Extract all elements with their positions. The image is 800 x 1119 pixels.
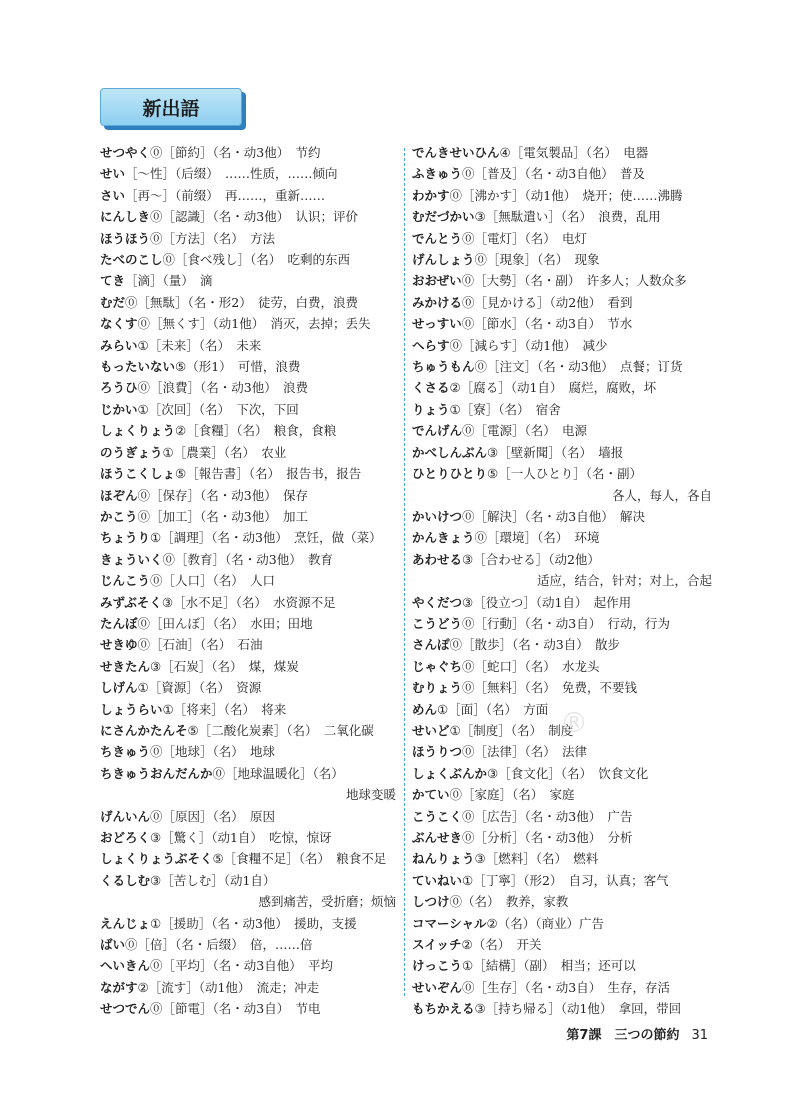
vocab-entry — [412, 142, 712, 163]
vocab-word: せつでん — [100, 1001, 151, 1017]
vocab-entry — [412, 335, 712, 356]
vocab-entry — [100, 163, 396, 184]
vocab-word: むだ — [100, 294, 126, 310]
vocab-word: わかす — [412, 187, 450, 203]
vocab-definition: ⓪［散歩］（名・动3自） 散步 — [449, 637, 620, 653]
vocab-definition: ⓪［解決］（名・动3自他） 解决 — [462, 508, 645, 524]
vocab-column-right — [412, 142, 712, 1020]
vocab-definition: ⓪［見かける］（动2他） 看到 — [462, 294, 633, 310]
vocab-word: ほうりつ — [412, 744, 463, 760]
vocab-word: おおぜい — [412, 273, 462, 289]
vocab-definition: ⓪［方法］（名） 方法 — [150, 230, 276, 246]
vocab-word: ひとりひとり — [412, 466, 488, 482]
vocab-entry — [412, 249, 712, 270]
vocab-entry — [100, 613, 396, 634]
vocab-entry — [100, 934, 396, 955]
vocab-definition: ①［将来］（名） 将来 — [162, 701, 287, 717]
vocab-entry — [100, 806, 396, 827]
vocab-word: へいきん — [100, 958, 151, 974]
vocab-entry — [412, 292, 712, 313]
vocab-definition: 地球变暖 — [345, 787, 396, 803]
vocab-entry-continuation — [100, 784, 396, 805]
vocab-entry — [100, 527, 396, 548]
vocab-entry — [412, 784, 712, 805]
vocab-word: もったいない — [100, 359, 176, 375]
vocab-word: ちゅうもん — [412, 359, 475, 375]
vocab-entry — [412, 463, 712, 484]
vocab-entry — [100, 870, 396, 891]
vocab-word: ろうひ — [100, 380, 138, 396]
vocab-word: みかける — [412, 294, 463, 310]
vocab-entry — [412, 955, 712, 976]
vocab-word: むりょう — [412, 680, 463, 696]
vocab-word: かべしんぶん — [412, 444, 488, 460]
vocab-definition: 适应，结合，针对；对上，合起 — [536, 573, 712, 589]
vocab-definition: ③［無駄遣い］（名） 浪费，乱用 — [474, 209, 661, 225]
vocab-definition: ⑤［食糧不足］（名） 粮食不足 — [212, 851, 387, 867]
vocab-entry — [412, 656, 712, 677]
vocab-definition: ［～性］（后缀） ……性质，……倾向 — [125, 166, 338, 182]
vocab-word: こうこく — [412, 808, 463, 824]
vocab-definition: ⓪［減らす］（动1他） 减少 — [449, 337, 608, 353]
vocab-entry — [100, 185, 396, 206]
vocab-entry — [412, 163, 712, 184]
vocab-word: りょう — [412, 401, 450, 417]
vocab-word: かこう — [100, 508, 138, 524]
vocab-definition: ③［役立つ］（动1自） 起作用 — [462, 594, 632, 610]
vocab-word: しょくりょう — [100, 423, 176, 439]
vocab-entry — [100, 741, 396, 762]
vocab-entry — [412, 420, 712, 441]
vocab-definition: ⓪［地球］（名） 地球 — [150, 744, 276, 760]
vocab-definition: ③［苦しむ］（动1自） — [150, 872, 276, 888]
vocab-word: でんきせいひん — [412, 145, 500, 160]
vocab-word: にんしき — [100, 209, 151, 225]
vocab-word: めん — [412, 701, 438, 717]
vocab-word: けっこう — [412, 958, 463, 974]
vocab-entry — [412, 891, 712, 912]
vocab-definition: ⓪［法律］（名） 法律 — [462, 744, 588, 760]
section-title-banner — [100, 88, 242, 126]
vocab-definition: ⓪［大勢］（名・副） 许多人；人数众多 — [461, 273, 687, 289]
vocab-entry — [412, 827, 712, 848]
vocab-definition: ⓪［人口］（名） 人口 — [150, 573, 276, 589]
vocab-entry — [412, 527, 712, 548]
vocab-entry — [412, 763, 712, 784]
vocab-definition: ①［調理］（名・动3他） 烹饪，做（菜） — [150, 530, 382, 546]
vocab-entry — [100, 570, 396, 591]
vocab-entry — [412, 185, 712, 206]
vocab-word: しょくりょうぶそく — [100, 851, 213, 867]
vocab-definition: ⓪［教育］（名・动3他） 教育 — [162, 551, 333, 567]
vocab-entry — [100, 420, 396, 441]
vocab-word: ちきゅう — [100, 744, 151, 760]
vocab-definition: ⓪［分析］（名・动3他） 分析 — [462, 830, 633, 845]
vocab-entry — [100, 399, 396, 420]
vocab-definition: ②［腐る］（动1自） 腐烂，腐败，坏 — [449, 380, 657, 396]
vocab-word: えんじょ — [100, 915, 151, 931]
vocab-word: むだづかい — [412, 209, 475, 225]
vocab-definition: ⓪［行動］（名・动3自） 行动，行为 — [462, 615, 670, 631]
vocab-definition: ①［農業］（名） 农业 — [162, 444, 287, 460]
vocab-entry — [412, 998, 712, 1019]
vocab-definition: ⓪［電源］（名） 电源 — [462, 423, 588, 439]
vocab-definition: ②［流す］（动1他） 流走；冲走 — [137, 979, 320, 995]
vocab-entry — [100, 998, 396, 1019]
vocab-entry — [100, 913, 396, 934]
vocab-entry — [100, 442, 396, 463]
vocab-definition: ⓪［無料］（名） 免费，不要钱 — [462, 680, 638, 696]
vocab-word: あわせる — [412, 551, 463, 567]
vocab-definition: ［再～］（前缀） 再……，重新…… — [125, 187, 326, 203]
vocab-entry — [412, 270, 712, 291]
vocab-definition: ③［水不足］（名） 水资源不足 — [161, 594, 336, 610]
vocab-word: にさんかたんそ — [100, 722, 188, 738]
vocab-entry — [412, 549, 712, 570]
vocab-word: ほうほう — [100, 230, 151, 246]
vocab-definition: ⓪［田んぼ］（名） 水田；田地 — [137, 615, 313, 631]
vocab-word: げんいん — [100, 808, 151, 824]
vocab-word: せつやく — [100, 145, 151, 160]
vocab-word: コマーシャル — [412, 915, 487, 931]
vocab-entry — [412, 442, 712, 463]
vocab-definition: ④［電気製品］（名） 电器 — [499, 145, 649, 160]
vocab-definition: ［滴］（量） 滴 — [125, 273, 213, 289]
vocab-word: かいけつ — [412, 508, 463, 524]
vocab-entry-continuation — [412, 570, 712, 591]
vocab-entry — [100, 827, 396, 848]
vocab-definition: ⓪［普及］（名・动3自他） 普及 — [462, 166, 645, 182]
vocab-definition: ⓪［無駄］（名・形2） 徒劳，白费，浪费 — [125, 294, 358, 310]
vocab-definition: ③［驚く］（动1自） 吃惊，惊讶 — [150, 830, 332, 845]
vocab-word: スイッチ — [412, 937, 462, 953]
vocab-entry — [412, 913, 712, 934]
vocab-entry — [100, 677, 396, 698]
footer-lesson-title: 第7課 三つの節約 — [566, 1028, 680, 1043]
vocab-entry-continuation — [412, 485, 712, 506]
vocab-definition: ②（名）（商业）广告 — [486, 915, 604, 931]
vocab-definition: ⑤［一人ひとり］（名・副） — [487, 466, 642, 482]
vocab-word: きょういく — [100, 551, 163, 567]
vocab-definition: ③［燃料］（名） 燃料 — [474, 851, 599, 867]
vocab-definition: ⑤［二酸化炭素］（名） 二氧化碳 — [187, 722, 374, 738]
vocab-entry — [412, 506, 712, 527]
vocab-entry — [412, 806, 712, 827]
vocab-definition: ③［合わせる］（动2他） — [462, 551, 600, 567]
vocab-word: でんげん — [412, 423, 463, 439]
vocab-definition: ⑤［報告書］（名） 报告书，报告 — [175, 466, 362, 482]
vocab-definition: ⓪［生存］（名・动3自） 生存，存活 — [462, 979, 670, 995]
vocab-word: てき — [100, 273, 126, 289]
vocab-definition: ①［制度］（名） 制度 — [449, 722, 574, 738]
vocab-word: かてい — [412, 787, 450, 803]
vocab-entry — [100, 377, 396, 398]
vocab-word: せきたん — [100, 658, 151, 674]
vocab-entry — [412, 848, 712, 869]
vocab-word: くさる — [412, 380, 450, 396]
page-number: 31 — [691, 1028, 708, 1043]
vocab-word: くるしむ — [100, 872, 151, 888]
vocab-entry — [412, 592, 712, 613]
vocab-entry — [100, 228, 396, 249]
vocab-definition: ⓪［石油］（名） 石油 — [137, 637, 263, 653]
vocab-definition: ①［寮］（名） 宿舍 — [449, 401, 561, 417]
vocab-word: せいど — [412, 722, 450, 738]
vocab-definition: ⓪［無くす］（动1他） 消灭，去掉；丢失 — [137, 316, 371, 332]
vocab-definition: ①［次回］（名） 下次，下回 — [137, 401, 299, 417]
vocab-word: せきゆ — [100, 637, 138, 653]
vocab-entry — [412, 228, 712, 249]
vocab-entry — [100, 720, 396, 741]
vocab-definition: ①［未来］（名） 未来 — [137, 337, 262, 353]
vocab-word: せいぞん — [412, 979, 463, 995]
vocab-entry — [412, 399, 712, 420]
vocab-entry — [100, 848, 396, 869]
vocab-definition: ⓪［現象］（名） 现象 — [474, 252, 600, 268]
vocab-entry — [412, 741, 712, 762]
vocab-entry — [412, 977, 712, 998]
vocab-word: しげん — [100, 680, 138, 696]
vocab-definition: ⓪［認識］（名・动3他） 认识；评价 — [150, 209, 358, 225]
vocab-word: ばい — [100, 937, 126, 953]
vocab-entry — [412, 634, 712, 655]
vocab-word: やくだつ — [412, 594, 463, 610]
vocab-word: おどろく — [100, 830, 151, 845]
vocab-definition: ①［結構］（副） 相当；还可以 — [462, 958, 636, 974]
vocab-entry — [100, 549, 396, 570]
vocab-entry-continuation — [100, 891, 396, 912]
vocab-word: なくす — [100, 316, 138, 332]
vocab-word: のうぎょう — [100, 444, 163, 460]
vocab-word: ぶんせき — [412, 830, 463, 845]
vocab-entry — [100, 356, 396, 377]
vocab-definition: ①［援助］（名・动3他） 援助，支援 — [150, 915, 357, 931]
vocab-definition: ⓪［沸かす］（动1他） 烧开；使……沸腾 — [449, 187, 683, 203]
vocab-word: ふきゅう — [412, 166, 463, 182]
vocab-entry — [412, 313, 712, 334]
vocab-definition: ⓪［加工］（名・动3他） 加工 — [137, 508, 308, 524]
vocab-definition: ③［持ち帰る］（动1他） 拿回，带回 — [474, 1001, 682, 1017]
vocab-entry — [100, 206, 396, 227]
vocab-word: さんぽ — [412, 637, 450, 653]
vocab-definition: ②［食糧］（名） 粮食，食粮 — [175, 423, 337, 439]
vocab-definition: ⓪［浪費］（名・动3他） 浪费 — [137, 380, 308, 396]
vocab-entry — [100, 463, 396, 484]
vocab-entry — [412, 677, 712, 698]
vocab-word: もちかえる — [412, 1001, 475, 1017]
vocab-definition: ⑤（形1） 可惜，浪费 — [175, 359, 301, 375]
vocab-word: せっすい — [412, 316, 462, 332]
vocab-entry — [100, 699, 396, 720]
vocab-definition: ⓪［注文］（名・动3他） 点餐；订货 — [474, 359, 683, 375]
vocab-entry — [100, 634, 396, 655]
vocab-word: じゃぐち — [412, 658, 463, 674]
vocab-entry — [100, 955, 396, 976]
vocab-definition: ⓪［食べ残し］（名） 吃剩的东西 — [162, 252, 351, 268]
vocab-entry — [100, 142, 396, 163]
vocab-definition: ⓪［広告］（名・动3他） 广告 — [462, 808, 633, 824]
section-title: 新出語 — [142, 98, 200, 120]
vocab-definition: ⓪［保存］（名・动3他） 保存 — [137, 487, 308, 503]
vocab-word: ほぞん — [100, 487, 138, 503]
vocab-definition: ③［石炭］（名） 煤，煤炭 — [150, 658, 299, 674]
vocab-definition: ①［丁寧］（形2） 自习，认真；客气 — [462, 872, 669, 888]
vocab-definition: ⓪［地球温暖化］（名） — [212, 765, 344, 781]
vocab-definition: ⓪［原因］（名） 原因 — [150, 808, 276, 824]
vocab-word: こうどう — [412, 615, 463, 631]
vocab-word: でんとう — [412, 230, 463, 246]
vocab-entry — [412, 206, 712, 227]
vocab-entry — [100, 506, 396, 527]
column-divider — [404, 148, 405, 996]
vocab-word: じかい — [100, 401, 138, 417]
vocab-definition: ⓪［節約］（名・动3他） 节约 — [150, 145, 321, 160]
vocab-definition: ①［面］（名） 方面 — [437, 701, 549, 717]
vocab-definition: ⓪［平均］（名・动3自他） 平均 — [150, 958, 333, 974]
vocab-word: たんぼ — [100, 615, 138, 631]
vocab-entry — [412, 934, 712, 955]
vocab-definition: ⓪（名） 教养，家教 — [449, 894, 569, 910]
vocab-definition: ⓪［節電］（名・动3自） 节电 — [150, 1001, 321, 1017]
vocab-definition: ⓪［倍］（名・后缀） 倍，……倍 — [125, 937, 313, 953]
vocab-entry — [412, 377, 712, 398]
vocab-column-left — [100, 142, 396, 1020]
vocab-definition: 感到痛苦，受折磨；烦恼 — [258, 894, 396, 910]
vocab-entry — [100, 292, 396, 313]
vocab-entry — [100, 977, 396, 998]
vocab-definition: ②（名） 开关 — [461, 937, 542, 953]
vocab-entry — [412, 613, 712, 634]
vocab-definition: ⓪［節水］（名・动3自） 节水 — [461, 316, 633, 332]
vocab-definition: 各人，每人，各自 — [611, 487, 712, 503]
vocab-definition: ⓪［家庭］（名） 家庭 — [449, 787, 575, 803]
watermark-mark: ® — [560, 706, 588, 739]
vocab-entry — [100, 656, 396, 677]
vocab-word: ちきゅうおんだんか — [100, 765, 213, 781]
vocab-entry — [100, 592, 396, 613]
vocab-definition: ⓪［環境］（名） 环境 — [474, 530, 600, 546]
vocab-entry — [412, 356, 712, 377]
vocab-word: さい — [100, 187, 126, 203]
vocab-entry — [100, 249, 396, 270]
vocab-entry — [100, 335, 396, 356]
vocab-word: かんきょう — [412, 530, 475, 546]
vocab-word: しょうらい — [100, 701, 163, 717]
vocab-word: しつけ — [412, 894, 450, 910]
vocab-entry — [100, 763, 396, 784]
vocab-word: ながす — [100, 979, 138, 995]
vocab-word: じんこう — [100, 573, 151, 589]
vocab-word: ねんりょう — [412, 851, 475, 867]
page-footer — [566, 1024, 708, 1043]
vocab-definition: ③［壁新聞］（名） 墙报 — [487, 444, 624, 460]
vocab-word: たべのこし — [100, 252, 163, 268]
vocab-definition: ⓪［電灯］（名） 电灯 — [462, 230, 588, 246]
vocab-word: しょくぶんか — [412, 765, 488, 781]
vocab-word: ていねい — [412, 872, 463, 888]
vocab-word: げんしょう — [412, 252, 475, 268]
vocab-word: ほうこくしょ — [100, 466, 176, 482]
vocab-entry — [412, 870, 712, 891]
vocab-word: へらす — [412, 337, 450, 353]
vocab-entry — [100, 485, 396, 506]
vocab-word: みずぶそく — [100, 594, 162, 610]
vocab-entry — [100, 313, 396, 334]
vocab-entry — [100, 270, 396, 291]
vocab-definition: ①［資源］（名） 资源 — [137, 680, 262, 696]
vocab-word: せい — [100, 166, 126, 182]
vocab-word: ちょうり — [100, 530, 151, 546]
vocab-definition: ③［食文化］（名） 饮食文化 — [487, 765, 649, 781]
vocab-word: みらい — [100, 337, 138, 353]
vocab-definition: ⓪［蛇口］（名） 水龙头 — [462, 658, 600, 674]
